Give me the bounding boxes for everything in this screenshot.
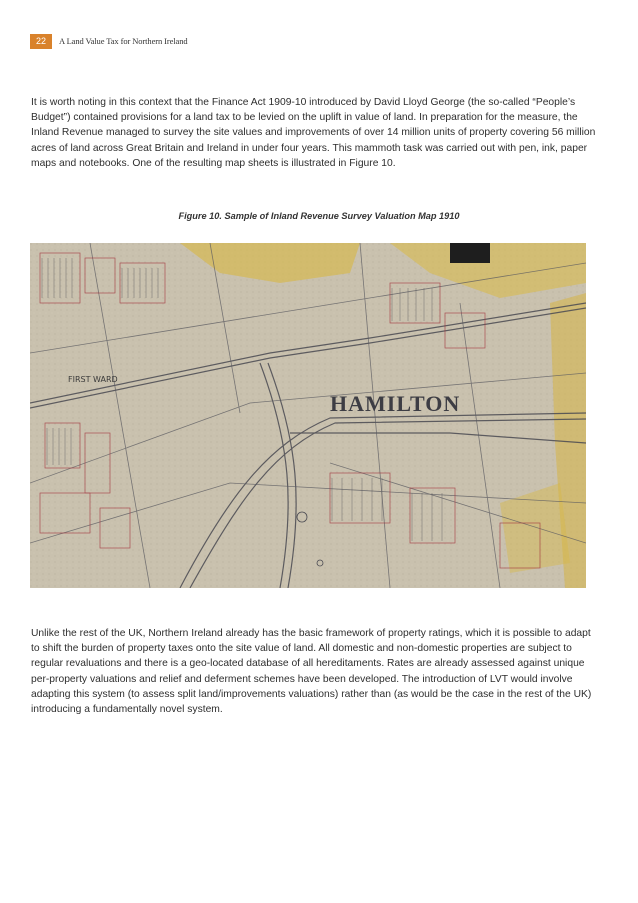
survey-map-drawing	[30, 243, 586, 588]
figure-caption: Figure 10. Sample of Inland Revenue Survey Valuation Map 1910	[178, 211, 460, 221]
map-town-label: HAMILTON	[330, 391, 461, 416]
body-paragraph-2: Unlike the rest of the UK, Northern Ireland already has the basic framework of property ratings, which it is possible to adapt to shift the burden of property taxes onto the site value of land. All domestic and non-domestic properties are subject to regular revaluations and there is a geo-located database of all hereditaments. Rates are already assessed against unique per-property valuations and relief and deferment schemes have been developed. The introduction of LVT would involve adapting this system (to assess split land/improvements valuations) rather than (as would be the case in the rest of the UK) introducing a fundamentally novel system.	[31, 628, 592, 716]
survey-map-image	[30, 243, 586, 588]
body-paragraph-1: It is worth noting in this context that the Finance Act 1909-10 introduced by David Lloyd George (the so-called “People’s Budget”) contained provisions for a land tax to be levied on the uplift in value of land. In preparation for the measure, the Inland Revenue managed to survey the site values and improvements of over 14 million units of property covering 56 million acres of land across Great Britain and Ireland in under four years. This mammoth task was carried out with pen, ink, paper maps and notebooks. One of the resulting map sheets is illustrated in Figure 10.	[31, 97, 596, 169]
map-ward-label: FIRST WARD	[68, 375, 118, 384]
running-title: A Land Value Tax for Northern Ireland	[59, 36, 188, 46]
page-number: 22	[30, 34, 52, 49]
page-header	[30, 33, 188, 49]
